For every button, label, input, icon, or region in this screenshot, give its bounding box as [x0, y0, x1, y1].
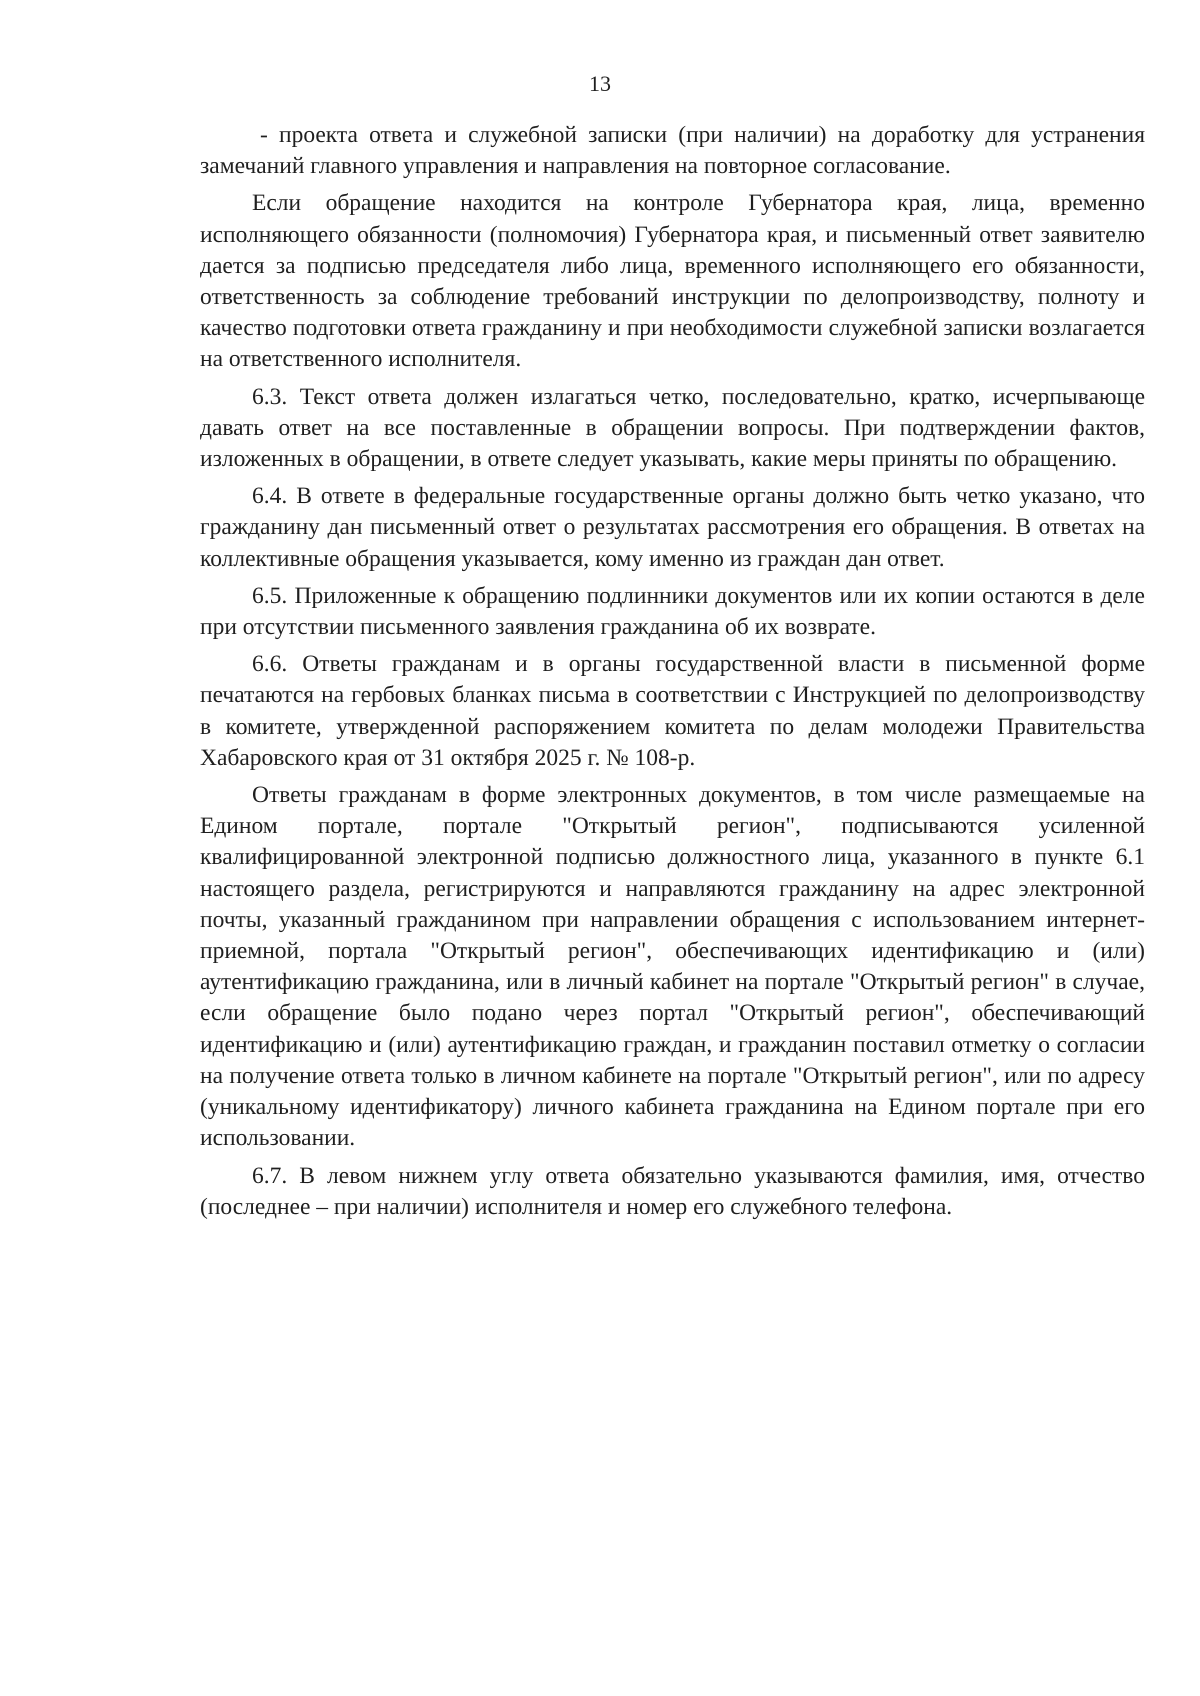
paragraph-6-4: 6.4. В ответе в федеральные государственные органы должно быть четко указано, что гражданину дан письменный ответ о результатах рассмотрения его обращения. В ответах на коллективные обращения указывается, кому именно из граждан дан ответ. — [200, 483, 1145, 572]
paragraph-governor-control: Если обращение находится на контроле Губернатора края, лица, временно исполняющего обязанности (полномочия) Губернатора края, и письменный ответ заявителю дается за подписью председателя либо лица, временного исполняющего его обязанности, ответственность за соблюдение требований инструкции по делопроизводству, полноту и качество подготовки ответа гражданину и при необходимости служебной записки возлагается на ответственного исполнителя. — [200, 190, 1145, 373]
paragraph-return-for-revision: - проекта ответа и служебной записки (при наличии) на доработку для устранения замечаний главного управления и направления на повторное согласование. — [200, 122, 1145, 180]
paragraph-6-5: 6.5. Приложенные к обращению подлинники документов или их копии остаются в деле при отсутствии письменного заявления гражданина об их возврате. — [200, 582, 1145, 641]
paragraph-6-6: 6.6. Ответы гражданам и в органы государственной власти в письменной форме печатаются на гербовых бланках письма в соответствии с Инструкцией по делопроизводству в комитете, утвержденной распоряжением комитета по делам молодежи Правительства Хабаровского края от 31 октября 2025 г. № 108-р. — [200, 651, 1145, 771]
document-body — [200, 120, 1145, 1229]
paragraph-6-3: 6.3. Текст ответа должен излагаться четко, последовательно, кратко, исчерпывающе давать ответ на все поставленные в обращении вопросы. При подтверждении фактов, изложенных в обращении, в ответе следует указывать, какие меры приняты по обращению. — [200, 383, 1145, 473]
paragraph-6-7: 6.7. В левом нижнем углу ответа обязательно указываются фамилия, имя, отчество (последнее – при наличии) исполнителя и номер его служебного телефона. — [200, 1162, 1145, 1220]
page-number: 13 — [589, 71, 611, 96]
paragraph-electronic-answers: Ответы гражданам в форме электронных документов, в том числе размещаемые на Едином портале, портале "Открытый регион", подписываются усиленной квалифицированной электронной подписью должностного лица, указанного в пункте 6.1 настоящего раздела, регистрируются и направляются гражданину на адрес электронной почты, указанный гражданином при направлении обращения с использованием интернет-приемной, портала "Открытый регион", обеспечивающих идентификацию и (или) аутентификацию гражданина, или в личный кабинет на портале "Открытый регион" в случае, если обращение было подано через портал "Открытый регион", обеспечивающий идентификацию и (или) аутентификацию граждан, и гражданин поставил отметку о согласии на получение ответа только в личном кабинете на портале "Открытый регион", или по адресу (уникальному идентификатору) личного кабинета гражданина на Едином портале при его использовании. — [200, 782, 1145, 1152]
